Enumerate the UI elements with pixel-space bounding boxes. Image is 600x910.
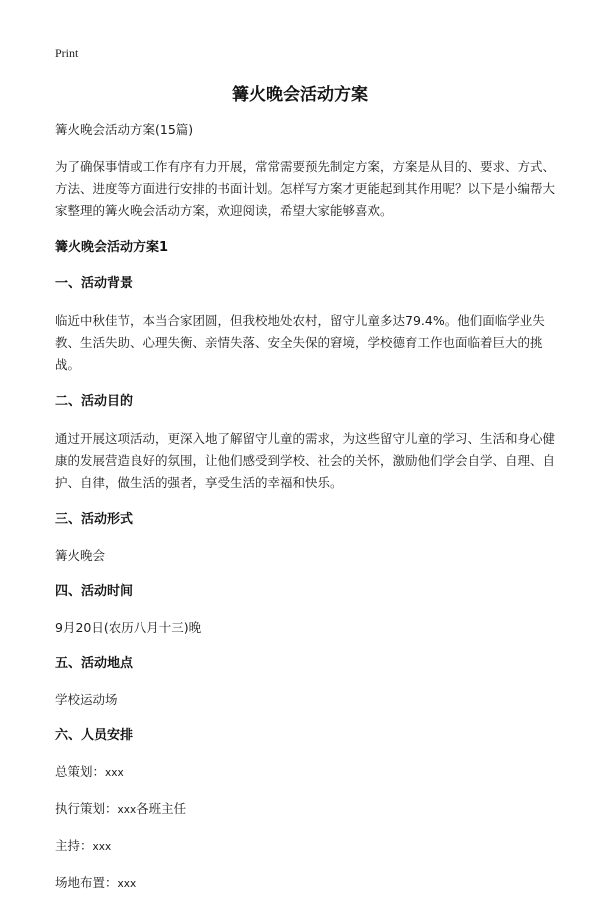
- time-text: 9月20日(农历八月十三)晚: [55, 620, 202, 635]
- host-value: xxx: [92, 841, 112, 853]
- staff-planner: [55, 762, 555, 783]
- heading-place: 五、活动地点: [55, 656, 134, 671]
- planner-value: xxx: [105, 767, 124, 779]
- heading-staff: 六、人员安排: [55, 728, 134, 743]
- heading-purpose: 二、活动目的: [55, 394, 134, 409]
- planner-label: 总策划：: [55, 764, 106, 779]
- staff-host: [55, 836, 555, 857]
- staff-venue: [55, 873, 555, 894]
- page-title: 篝火晚会活动方案: [232, 85, 368, 105]
- background-paragraph: 临近中秋佳节，本当合家团圆，但我校地处农村，留守儿童多达79.4%。他们面临学业失教、生活失助、心理失衡、亲情失落、安全失保的窘境，学校德育工作也面临着巨大的挑战。: [55, 313, 545, 372]
- exec-suffix: 各班主任: [136, 801, 187, 816]
- heading-form: 三、活动形式: [55, 512, 134, 527]
- heading-background: 一、活动背景: [55, 276, 134, 291]
- purpose-paragraph: 通过开展这项活动，更深入地了解留守儿童的需求，为这些留守儿童的学习、生活和身心健康的发展营造良好的氛围，让他们感受到学校、社会的关怀，激励他们学会自学、自理、自护、自律，做生活的强者，享受生活的幸福和快乐。: [55, 431, 556, 490]
- venue-label: 场地布置：: [55, 875, 118, 890]
- exec-label: 执行策划：: [55, 801, 118, 816]
- print-link[interactable]: Print: [55, 46, 79, 60]
- exec-value: xxx: [117, 804, 137, 816]
- heading-time: 四、活动时间: [55, 584, 134, 599]
- host-label: 主持：: [55, 838, 93, 853]
- form-text: 篝火晚会: [55, 548, 106, 563]
- place-text: 学校运动场: [55, 692, 118, 707]
- intro-paragraph: 为了确保事情或工作有序有力开展，常常需要预先制定方案，方案是从目的、要求、方式、方法、进度等方面进行安排的书面计划。怎样写方案才更能起到其作用呢？以下是小编帮大家整理的篝火晚会活动方案，欢迎阅读，希望大家能够喜欢。: [55, 159, 556, 218]
- document-body: [55, 120, 555, 910]
- document-subtitle: 篝火晚会活动方案(15篇): [55, 122, 194, 137]
- section-title: 篝火晚会活动方案1: [55, 240, 169, 255]
- venue-value: xxx: [117, 878, 137, 890]
- staff-exec: [55, 799, 555, 820]
